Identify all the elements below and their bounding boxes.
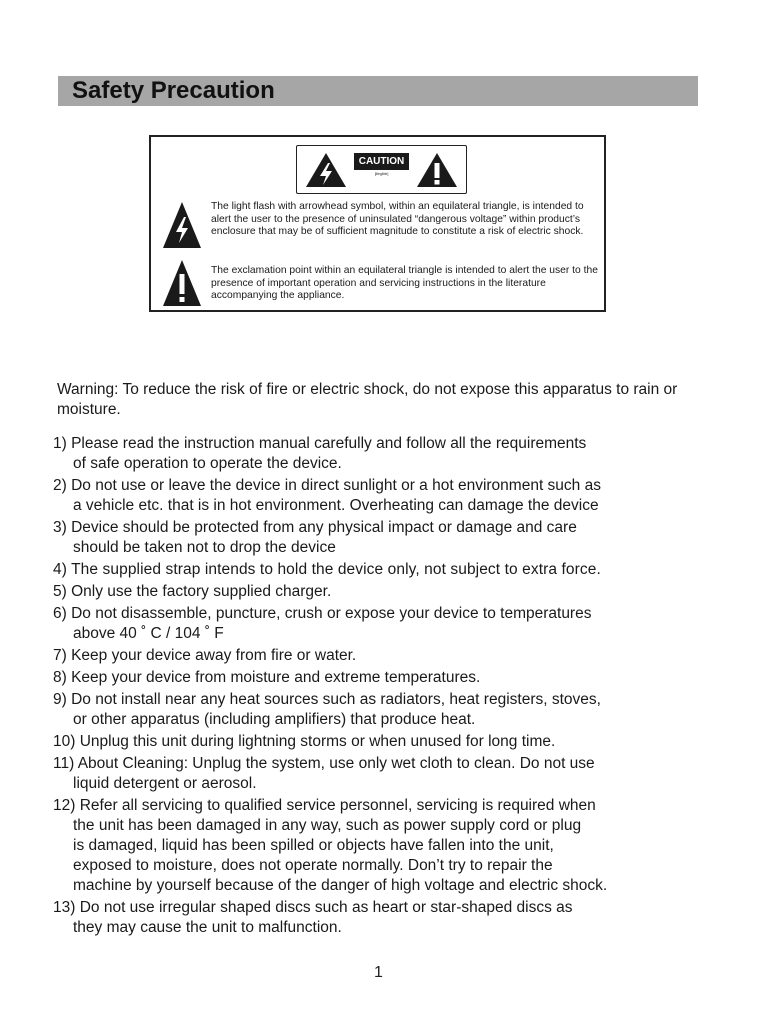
list-item (53, 754, 753, 794)
list-item-first-line: 8) Keep your device from moisture and extreme temperatures. (53, 669, 481, 686)
list-item (53, 646, 753, 666)
list-item-first-line: 11) About Cleaning: Unplug the system, use only wet cloth to clean. Do not use (53, 755, 595, 772)
list-item-continuation: is damaged, liquid has been spilled or objects have fallen into the unit, (73, 837, 554, 854)
list-item (53, 560, 753, 580)
list-item-first-line: 12) Refer all servicing to qualified service personnel, servicing is required when (53, 797, 596, 814)
list-item-continuation: should be taken not to drop the device (73, 539, 336, 556)
lightning-symbol-description: The light flash with arrowhead symbol, within an equilateral triangle, is intended to alert the user to the presence of uninsulated “dangerous voltage” within product’s enclosure that may be of sufficient magnitude to constitute a risk of electric shock. (211, 201, 584, 237)
list-item-continuation: or other apparatus (including amplifiers) that produce heat. (73, 711, 476, 728)
lightning-triangle-icon (305, 152, 347, 188)
lightning-triangle-icon (162, 201, 202, 249)
list-item (53, 898, 753, 938)
section-header-bar (58, 76, 698, 106)
list-item (53, 518, 753, 558)
list-item (53, 690, 753, 730)
list-item-continuation: they may cause the unit to malfunction. (73, 919, 342, 936)
caution-subtext: [illegible] (374, 172, 389, 176)
list-item (53, 476, 753, 516)
list-item-first-line: 10) Unplug this unit during lightning storms or when unused for long time. (53, 733, 556, 750)
precaution-list (53, 434, 753, 938)
list-item-first-line: 3) Device should be protected from any physical impact or damage and care (53, 519, 577, 536)
list-item-first-line: 13) Do not use irregular shaped discs such as heart or star-shaped discs as (53, 899, 573, 916)
list-item (53, 732, 753, 752)
list-item-continuation: above 40 ˚ C / 104 ˚ F (73, 625, 224, 642)
list-item-continuation: the unit has been damaged in any way, such as power supply cord or plug (73, 817, 582, 834)
list-item (53, 668, 753, 688)
caution-word: CAUTION (354, 153, 409, 170)
caution-label (296, 145, 467, 194)
caution-box (149, 135, 606, 312)
list-item (53, 582, 753, 602)
list-item-continuation: exposed to moisture, does not operate normally. Don’t try to repair the (73, 857, 553, 874)
list-item-first-line: 9) Do not install near any heat sources such as radiators, heat registers, stoves, (53, 691, 601, 708)
list-item-continuation: a vehicle etc. that is in hot environment. Overheating can damage the device (73, 497, 599, 514)
list-item-first-line: 1) Please read the instruction manual carefully and follow all the requirements (53, 435, 587, 452)
exclamation-symbol-description: The exclamation point within an equilateral triangle is intended to alert the user to the presence of important operation and servicing instructions in the literature accompanying the appliance. (211, 265, 598, 301)
section-title: Safety Precaution (72, 77, 275, 104)
exclamation-triangle-icon (416, 152, 458, 188)
list-item (53, 434, 753, 474)
list-item-first-line: 5) Only use the factory supplied charger. (53, 583, 332, 600)
exclamation-triangle-icon (162, 259, 202, 307)
list-item-continuation: liquid detergent or aerosol. (73, 775, 257, 792)
list-item-first-line: 4) The supplied strap intends to hold the device only, not subject to extra force. (53, 561, 601, 578)
list-item (53, 604, 753, 644)
list-item-first-line: 7) Keep your device away from fire or water. (53, 647, 357, 664)
page-number: 1 (374, 964, 383, 981)
list-item-continuation: of safe operation to operate the device. (73, 455, 342, 472)
list-item-continuation: machine by yourself because of the danger of high voltage and electric shock. (73, 877, 608, 894)
list-item-first-line: 6) Do not disassemble, puncture, crush or expose your device to temperatures (53, 605, 592, 622)
list-item-first-line: 2) Do not use or leave the device in direct sunlight or a hot environment such as (53, 477, 601, 494)
list-item (53, 796, 753, 896)
warning-text: Warning: To reduce the risk of fire or electric shock, do not expose this apparatus to rain or moisture. (57, 381, 678, 418)
